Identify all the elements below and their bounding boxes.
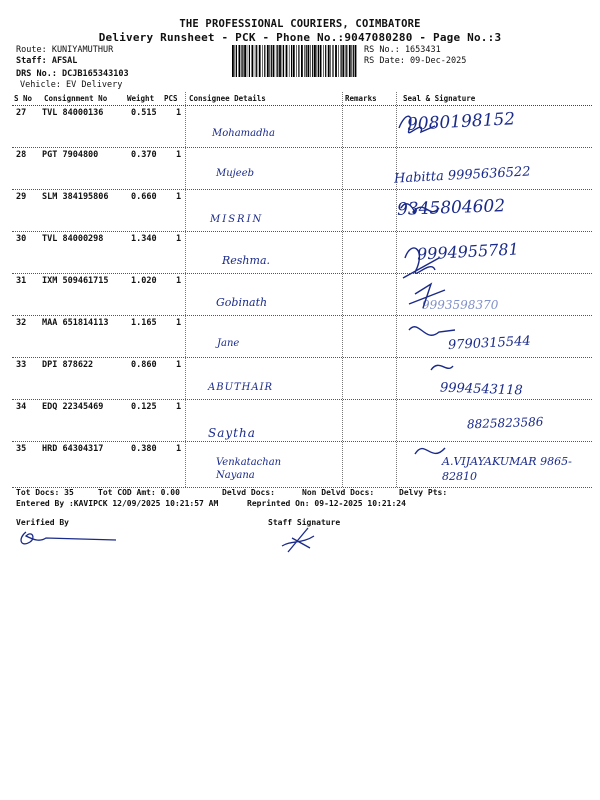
table-row [12, 190, 592, 232]
table-row [12, 316, 592, 358]
signature-handwriting: 9994955781 [416, 239, 520, 264]
col-consignment: Consignment No [44, 94, 108, 103]
barcode-bar [308, 45, 310, 77]
row-sno: 31 [16, 276, 27, 286]
barcode-bar [255, 45, 256, 77]
col-sno: S No [14, 94, 33, 103]
row-pcs: 1 [176, 150, 182, 160]
col-remarks: Remarks [345, 94, 377, 103]
total-cod-amount: Tot COD Amt: 0.00 [98, 488, 180, 497]
barcode-bar [328, 45, 330, 77]
barcode-bar [244, 45, 246, 77]
row-sno: 32 [16, 318, 27, 328]
barcode-bar [345, 45, 346, 77]
table-row [12, 274, 592, 316]
row-consignment: TVL 84000136 [42, 108, 104, 118]
consignee-handwriting: Reshma. [222, 254, 271, 267]
row-sno: 30 [16, 234, 27, 244]
verified-by-label: Verified By [16, 518, 69, 527]
barcode-bar [330, 45, 331, 77]
row-consignment: PGT 7904800 [42, 150, 99, 160]
barcode-bar [259, 45, 261, 77]
barcode-bar [283, 45, 284, 77]
non-delivered-docs: Non Delvd Docs: [302, 488, 375, 497]
barcode-bar [351, 45, 352, 77]
barcode-bar [314, 45, 316, 77]
barcode-bar [291, 45, 292, 77]
staff-signature-label: Staff Signature [268, 518, 341, 527]
staff-label: Staff: AFSAL [16, 56, 78, 66]
row-weight: 0.125 [131, 402, 157, 412]
barcode-bar [304, 45, 305, 77]
row-consignment: EDQ 22345469 [42, 402, 104, 412]
barcode-bar [306, 45, 307, 77]
barcode-bar [276, 45, 277, 77]
row-sno: 29 [16, 192, 27, 202]
staff-signature-mark [278, 524, 328, 556]
barcode-bar [301, 45, 303, 77]
route-label: Route: KUNIYAMUTHUR [16, 45, 114, 55]
signature-handwriting: A.VIJAYAKUMAR 9865-82810 [442, 455, 572, 483]
row-consignment: IXM 509461715 [42, 276, 109, 286]
row-consignment: DPI 878622 [42, 360, 94, 370]
signature-handwriting: Habitta 9995636522 [393, 164, 531, 187]
drs-number: DRS No.: DCJB165343103 [16, 69, 129, 79]
barcode-bar [338, 45, 339, 77]
col-consignee: Consignee Details [189, 94, 266, 103]
barcode-bar [293, 45, 295, 77]
barcode-bar [325, 45, 326, 77]
barcode-bar [242, 45, 243, 77]
verified-signature-mark [16, 526, 126, 550]
table-row [12, 232, 592, 274]
col-seal-signature: Seal & Signature [403, 94, 476, 103]
consignee-handwriting: Gobinath [216, 296, 268, 309]
barcode-bar [349, 45, 351, 77]
barcode-bar [235, 45, 236, 77]
row-sno: 35 [16, 444, 27, 454]
row-weight: 1.340 [131, 234, 157, 244]
row-sno: 33 [16, 360, 27, 370]
barcode-bar [289, 45, 290, 77]
row-consignment: TVL 84000298 [42, 234, 104, 244]
row-weight: 0.860 [131, 360, 157, 370]
barcode-bar [252, 45, 254, 77]
row-pcs: 1 [176, 402, 182, 412]
barcode-bar [310, 45, 311, 77]
table-row [12, 442, 592, 488]
signature-handwriting: 9080198152 [406, 109, 516, 135]
barcode-bar [241, 45, 242, 77]
row-consignment: HRD 64304317 [42, 444, 104, 454]
barcode-bar [256, 45, 257, 77]
vehicle-label: Vehicle: EV Delivery [20, 80, 123, 90]
consignee-handwriting: ABUTHAIR [208, 382, 274, 393]
barcode-bar [296, 45, 297, 77]
row-sno: 34 [16, 402, 27, 412]
row-pcs: 1 [176, 276, 182, 286]
company-title: THE PROFESSIONAL COURIERS, COIMBATORE [179, 18, 421, 30]
delivery-points: Delvy Pts: [399, 488, 448, 497]
barcode-bar [312, 45, 313, 77]
consignee-handwriting: MISRIN [210, 214, 264, 225]
barcode-bar [332, 45, 333, 77]
rs-date: RS Date: 09-Dec-2025 [364, 56, 467, 66]
row-weight: 0.380 [131, 444, 157, 454]
barcode-bar [249, 45, 250, 77]
col-pcs: PCS [164, 94, 178, 103]
signature-handwriting: 9994543118 [439, 380, 523, 399]
entered-by: Entered By :KAVIPCK 12/09/2025 10:21:57 AM [16, 499, 219, 508]
barcode-bar [273, 45, 275, 77]
barcode-bar [271, 45, 272, 77]
reprinted-on: Reprinted On: 09-12-2025 10:21:24 [247, 499, 406, 508]
row-consignment: MAA 651814113 [42, 318, 109, 328]
barcode-bar [355, 45, 357, 77]
row-pcs: 1 [176, 318, 182, 328]
barcode-bar [335, 45, 337, 77]
row-weight: 0.660 [131, 192, 157, 202]
signature-handwriting: 8825823586 [466, 414, 544, 432]
row-pcs: 1 [176, 360, 182, 370]
table-row [12, 358, 592, 400]
barcode-bar [267, 45, 269, 77]
row-weight: 1.165 [131, 318, 157, 328]
row-pcs: 1 [176, 108, 182, 118]
row-weight: 0.370 [131, 150, 157, 160]
barcode-bar [279, 45, 281, 77]
barcode-bar [341, 45, 342, 77]
consignee-handwriting: Mohamadha [212, 128, 275, 139]
rs-number: RS No.: 1653431 [364, 45, 441, 55]
col-weight: Weight [127, 94, 155, 103]
barcode-bar [232, 45, 234, 77]
delivered-docs: Delvd Docs: [222, 488, 275, 497]
row-sno: 27 [16, 108, 27, 118]
row-pcs: 1 [176, 234, 182, 244]
barcode-bar [353, 45, 354, 77]
barcode-bar [286, 45, 288, 77]
barcode-bar [236, 45, 237, 77]
barcode-bar [239, 45, 241, 77]
row-weight: 0.515 [131, 108, 157, 118]
barcode-bar [318, 45, 319, 77]
table-row [12, 106, 592, 148]
barcode-bar [269, 45, 270, 77]
row-sno: 28 [16, 150, 27, 160]
barcode-bar [323, 45, 324, 77]
barcode-bar [247, 45, 248, 77]
consignee-handwriting: Jane [217, 338, 240, 349]
barcode-bar [320, 45, 322, 77]
barcode-bar [262, 45, 263, 77]
table-row [12, 148, 592, 190]
total-docs: Tot Docs: 35 [16, 488, 74, 497]
row-pcs: 1 [176, 444, 182, 454]
table-row [12, 400, 592, 442]
row-pcs: 1 [176, 192, 182, 202]
barcode-bar [277, 45, 278, 77]
barcode-bar [264, 45, 265, 77]
consignee-handwriting: Venkatachan Nayana [216, 457, 282, 481]
row-weight: 1.020 [131, 276, 157, 286]
consignee-handwriting: Saytha [208, 426, 256, 440]
barcode-bar [346, 45, 347, 77]
barcode-bar [298, 45, 299, 77]
barcode-image [232, 45, 357, 77]
signature-handwriting: 9993598370 [422, 298, 499, 312]
barcode-bar [282, 45, 283, 77]
barcode-bar [317, 45, 318, 77]
barcode-bar [342, 45, 344, 77]
signature-handwriting: 9345804602 [396, 196, 506, 220]
consignee-handwriting: Mujeeb [216, 168, 255, 179]
signature-scribbles [395, 108, 455, 498]
runsheet-subtitle: Delivery Runsheet - PCK - Phone No.:9047080280 - Page No.:3 [98, 31, 502, 44]
row-consignment: SLM 384195806 [42, 192, 109, 202]
signature-handwriting: 9790315544 [447, 333, 532, 354]
table-header [12, 92, 592, 106]
